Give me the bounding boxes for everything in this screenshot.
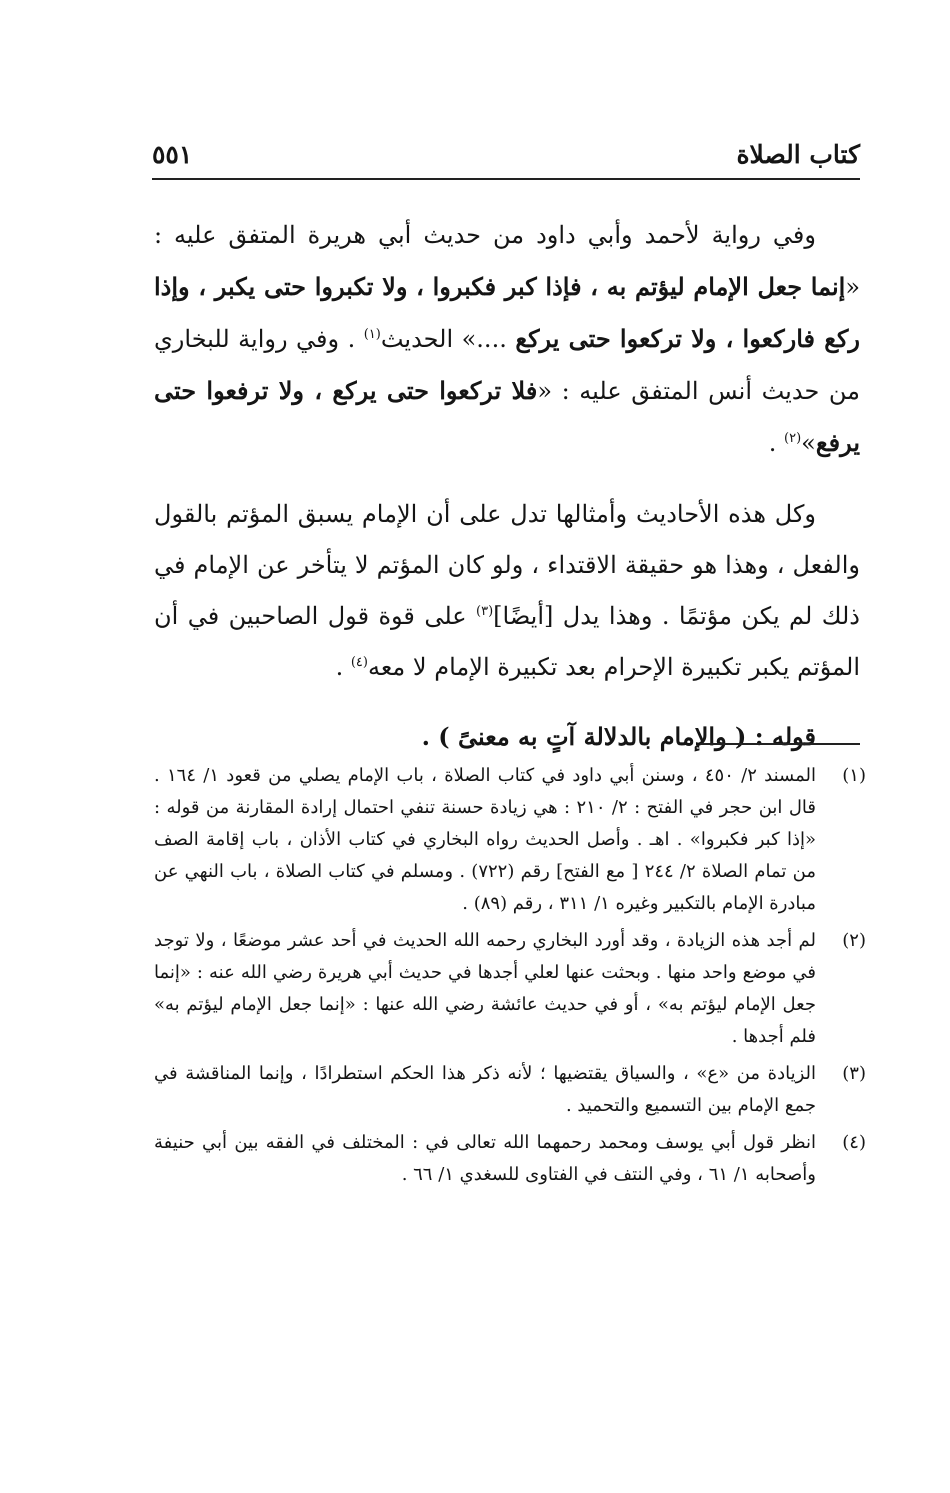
paragraph1-ellipsis: ....» الحديث <box>380 325 516 353</box>
footnote-number: (١) <box>842 765 866 786</box>
chapter-title: كتاب الصلاة <box>736 140 860 169</box>
footnote-number: (٤) <box>842 1132 866 1153</box>
footnote-ref-2[interactable]: (٢) <box>784 431 802 446</box>
footnote-number: (٢) <box>842 930 866 951</box>
footnotes <box>154 760 866 1196</box>
footnote-separator <box>700 743 860 745</box>
paragraph1-middle: . وفي رواية للبخاري من حديث أنس المتفق عليه : « <box>154 325 860 405</box>
paragraph-discussion <box>154 489 860 693</box>
footnote-text: لم أجد هذه الزيادة ، وقد أورد البخاري رحمه الله الحديث في أحد عشر موضعًا ، ولا توجد في موضع واحد منها . وبحثت عنها لعلي أجدها في حديث أبي هريرة رضي الله عنه : «إنما جعل الإمام ليؤتم به» ، أو في حديث عائشة رضي الله عنها : «إنما جعل الإمام ليؤتم به» فلم أجدها . <box>154 930 816 1047</box>
main-text <box>154 210 860 762</box>
footnote-number: (٣) <box>842 1063 866 1084</box>
hadith-text-2: فلا تركعوا حتى يركع ، ولا ترفعوا حتى يرفع <box>154 376 860 457</box>
hadith-text-1: إنما جعل الإمام ليؤتم به ، فإذا كبر فكبروا ، ولا تكبروا حتى يكبر ، وإذا ركع فاركعوا ، ولا تركعوا حتى يركع <box>154 272 860 353</box>
paragraph2-text-1: وكل هذه الأحاديث وأمثالها تدل على أن الإمام يسبق المؤتم بالقول والفعل ، وهذا هو حقيقة الاقتداء ، ولو كان المؤتم لا يتأخر عن الإمام في ذلك لم يكن مؤتمًا . وهذا يدل [أيضًا] <box>154 500 860 630</box>
header-rule <box>152 178 860 180</box>
footnote-text: انظر قول أبي يوسف ومحمد رحمهما الله تعالى في : المختلف في الفقه بين أبي حنيفة وأصحابه ١/ ٦١ ، وفي النتف في الفتاوى للسغدي ١/ ٦٦ . <box>154 1132 816 1185</box>
footnote-1 <box>154 760 866 920</box>
footnote-ref-3[interactable]: (٣) <box>476 604 494 619</box>
paragraph2-text-2: على قوة قول الصاحبين في أن المؤتم يكبر تكبيرة الإحرام بعد تكبيرة الإمام لا معه <box>154 602 860 681</box>
footnote-ref-4[interactable]: (٤) <box>350 655 368 670</box>
paragraph1-intro: وفي رواية لأحمد وأبي داود من حديث أبي هريرة المتفق عليه : « <box>154 221 860 301</box>
footnote-ref-1[interactable]: (١) <box>363 327 381 342</box>
footnote-text: الزيادة من «ع» ، والسياق يقتضيها ؛ لأنه ذكر هذا الحكم استطرادًا ، وإنما المناقشة في جمع الإمام بين التسميع والتحميد . <box>154 1063 816 1116</box>
paragraph1-end: . <box>768 429 784 457</box>
paragraph1-close: » <box>801 429 816 457</box>
paragraph-hadith-quotes <box>154 210 860 469</box>
paragraph2-end: . <box>335 653 351 681</box>
qawl-heading: قوله : ( والإمام بالدلالة آتٍ به معنىً ) . <box>421 722 816 751</box>
footnote-4 <box>154 1127 866 1191</box>
footnote-2 <box>154 925 866 1053</box>
running-header <box>152 138 860 180</box>
footnote-3 <box>154 1058 866 1122</box>
page-number: ٥٥١ <box>152 140 193 169</box>
footnote-text: المسند ٢/ ٤٥٠ ، وسنن أبي داود في كتاب الصلاة ، باب الإمام يصلي من قعود ١/ ١٦٤ . قال ابن حجر في الفتح : ٢/ ٢١٠ : هي زيادة حسنة تنفي احتمال إرادة المقارنة من قوله : «إذا كبر فكبروا» . اهـ . وأصل الحديث رواه البخاري في كتاب الأذان ، باب إقامة الصف من تمام الصلاة ٢/ ٢٤٤ [ مع الفتح] رقم (٧٢٢) . ومسلم في كتاب الصلاة ، باب النهي عن مبادرة الإمام بالتكبير وغيره ١/ ٣١١ ، رقم (٨٩) . <box>154 765 817 914</box>
